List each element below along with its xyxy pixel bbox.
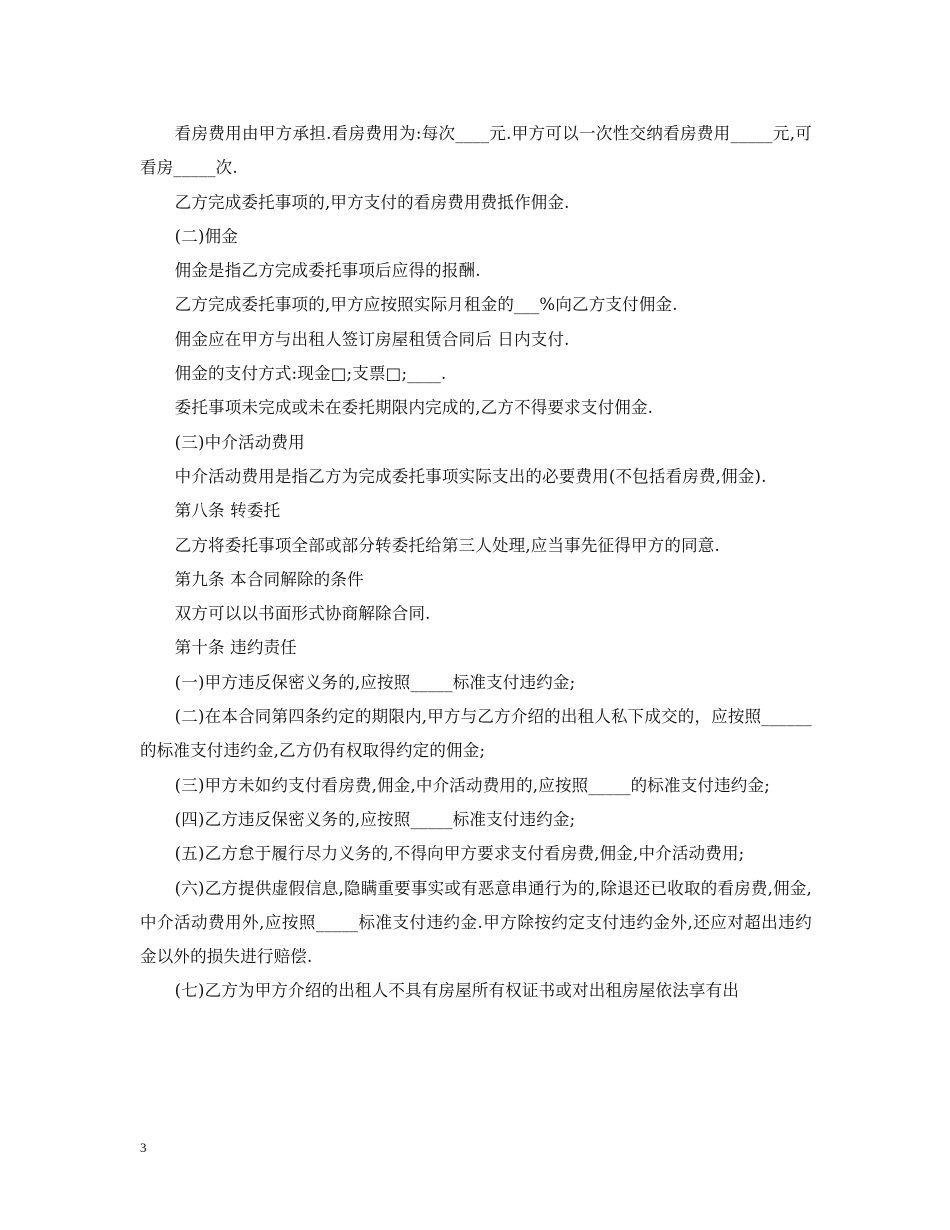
paragraph-viewing-fee: 看房费用由甲方承担.看房费用为:每次____元.甲方可以一次性交纳看房费用_____元,可看房_____次. xyxy=(140,124,812,178)
liability-item-4: (四)乙方违反保密义务的,应按照_____标准支付违约金; xyxy=(174,809,576,829)
paragraph-viewing-fee-offset: 乙方完成委托事项的,甲方支付的看房费用费抵作佣金. xyxy=(174,192,570,212)
paragraph-commission-definition: 佣金是指乙方完成委托事项后应得的报酬. xyxy=(174,261,481,281)
paragraph-commission-deadline: 佣金应在甲方与出租人签订房屋租赁合同后 日内支付. xyxy=(174,329,570,349)
article-heading-8: 第八条 转委托 xyxy=(174,501,281,521)
section-heading-activity-costs: (三)中介活动费用 xyxy=(174,432,305,452)
paragraph-activity-costs-definition: 中介活动费用是指乙方为完成委托事项实际支出的必要费用(不包括看房费,佣金). xyxy=(174,466,767,486)
article-heading-9: 第九条 本合同解除的条件 xyxy=(174,569,364,589)
article-heading-10: 第十条 违约责任 xyxy=(174,638,297,658)
liability-item-6: (六)乙方提供虚假信息,隐瞒重要事实或有恶意串通行为的,除退还已收取的看房费,佣金,中介活动费用外,应按照_____标准支付违约金.甲方除按约定支付违约金外,还应对超出违约金以外的损失进行赔偿. xyxy=(140,878,812,967)
paragraph-subdelegation: 乙方将委托事项全部或部分转委托给第三人处理,应当事先征得甲方的同意. xyxy=(174,535,720,555)
paragraph-termination: 双方可以以书面形式协商解除合同. xyxy=(174,604,431,624)
liability-item-7: (七)乙方为甲方介绍的出租人不具有房屋所有权证书或对出租房屋依法享有出 xyxy=(174,981,740,1001)
section-heading-commission: (二)佣金 xyxy=(174,226,239,246)
liability-item-3: (三)甲方未如约支付看房费,佣金,中介活动费用的,应按照_____的标准支付违约金; xyxy=(174,775,770,795)
paragraph-commission-payment-method: 佣金的支付方式:现金□;支票□;____. xyxy=(174,364,447,384)
paragraph-commission-rate: 乙方完成委托事项的,甲方应按照实际月租金的___%向乙方支付佣金. xyxy=(174,295,678,315)
liability-item-2: (二)在本合同第四条约定的期限内,甲方与乙方介绍的出租人私下成交的，应按照______的标准支付违约金,乙方仍有权取得约定的佣金; xyxy=(140,707,812,761)
paragraph-commission-incomplete: 委托事项未完成或未在委托期限内完成的,乙方不得要求支付佣金. xyxy=(174,398,654,418)
document-body xyxy=(140,117,812,1009)
liability-item-1: (一)甲方违反保密义务的,应按照_____标准支付违约金; xyxy=(174,672,576,692)
page-number: 3 xyxy=(140,1140,147,1155)
liability-item-5: (五)乙方怠于履行尽力义务的,不得向甲方要求支付看房费,佣金,中介活动费用; xyxy=(174,844,745,864)
